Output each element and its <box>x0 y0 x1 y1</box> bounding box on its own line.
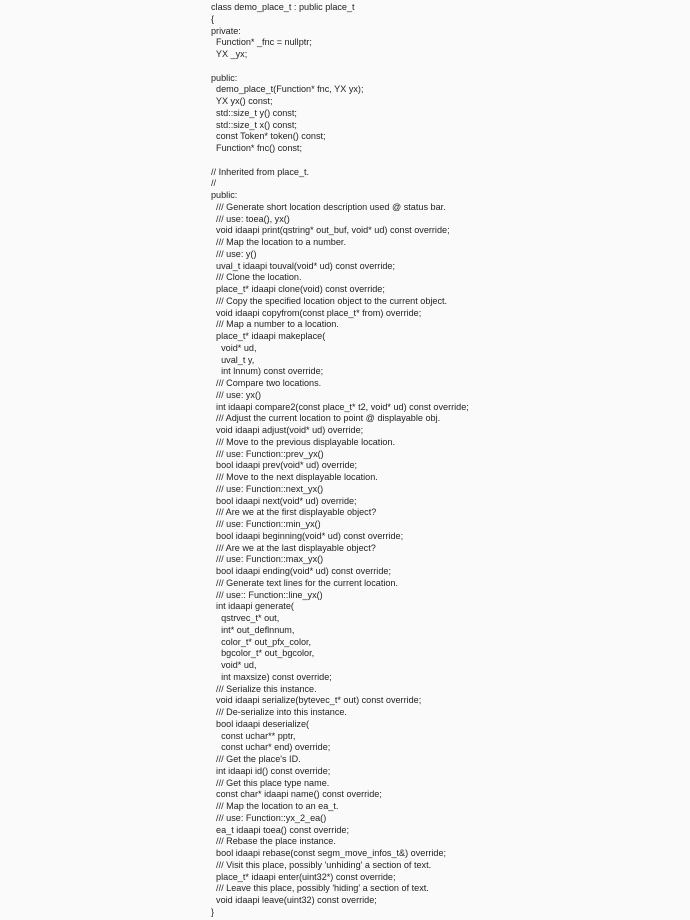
code-line: YX yx() const; <box>211 96 273 106</box>
code-line: /// Rebase the place instance. <box>211 836 336 847</box>
code-line: /// use: y() <box>211 248 257 259</box>
code-line: /// Visit this place, possibly 'unhiding' a section of text. <box>211 859 432 870</box>
code-line: /// use: yx() <box>211 389 262 400</box>
code-line: YX _yx; <box>211 49 248 59</box>
code-line: bool idaapi ending(void* ud) const override; <box>211 566 391 576</box>
code-line: bool idaapi prev(void* ud) override; <box>211 460 358 471</box>
code-line: uval_t idaapi touval(void* ud) const override; <box>211 260 395 271</box>
code-line <box>211 155 681 167</box>
code-line: /// Generate short location description used @ status bar. <box>211 201 446 212</box>
code-line: /// Compare two locations. <box>211 378 322 388</box>
code-line: void* ud, <box>211 342 257 353</box>
code-line: /// Map the location to a number. <box>211 237 346 247</box>
code-line: // Inherited from place_t. <box>211 166 310 177</box>
code-line: void idaapi copyfrom(const place_t* from) override; <box>211 307 422 318</box>
code-line: /// Are we at the last displayable object? <box>211 542 376 553</box>
code-line: bgcolor_t* out_bgcolor, <box>211 648 315 659</box>
code-line: /// use: Function::next_yx() <box>211 483 324 494</box>
code-line: /// Get the place's ID. <box>211 754 301 764</box>
code-line: const char* idaapi name() const override; <box>211 789 382 800</box>
code-line: { <box>211 13 215 24</box>
code-line: /// use: toea(), yx() <box>211 213 290 224</box>
code-line: /// Adjust the current location to point @ displayable obj. <box>211 413 441 424</box>
code-line: void idaapi adjust(void* ud) override; <box>211 425 364 435</box>
code-line: int idaapi compare2(const place_t* t2, void* ud) const override; <box>211 401 469 412</box>
code-line: std::size_t x() const; <box>211 119 297 130</box>
code-line: place_t* idaapi clone(void) const override; <box>211 284 385 294</box>
code-line: /// Clone the location. <box>211 272 302 283</box>
code-line: /// Generate text lines for the current location. <box>211 577 399 588</box>
code-document <box>211 2 681 919</box>
code-line: /// Move to the next displayable location. <box>211 472 378 482</box>
code-line: /// Are we at the first displayable object? <box>211 507 377 518</box>
code-line: /// Leave this place, possibly 'hiding' a section of text. <box>211 883 429 894</box>
code-line: /// use: Function::yx_2_ea() <box>211 812 327 823</box>
code-line: uval_t y, <box>211 354 255 365</box>
code-line: /// use: Function::prev_yx() <box>211 448 324 459</box>
code-line: void idaapi serialize(bytevec_t* out) const override; <box>211 695 422 706</box>
code-line: int idaapi generate( <box>211 601 294 612</box>
code-line: // <box>211 178 217 189</box>
code-line: int lnnum) const override; <box>211 366 324 377</box>
code-line: const uchar** pptr, <box>211 730 296 741</box>
code-line: color_t* out_pfx_color, <box>211 636 312 647</box>
code-line: class demo_place_t : public place_t <box>211 2 355 12</box>
code-line: demo_place_t(Function* fnc, YX yx); <box>211 84 364 95</box>
code-line: const uchar* end) override; <box>211 742 331 753</box>
code-line: /// Map the location to an ea_t. <box>211 801 339 811</box>
code-line: public: <box>211 72 238 83</box>
code-line: /// De-serialize into this instance. <box>211 707 347 717</box>
code-line: Function* _fnc = nullptr; <box>211 37 312 48</box>
code-line <box>211 61 681 73</box>
code-line: /// use:: Function::line_yx() <box>211 589 323 600</box>
code-line: bool idaapi rebase(const segm_move_infos_t&) override; <box>211 848 447 858</box>
code-line: const Token* token() const; <box>211 131 326 142</box>
code-line: void idaapi print(qstring* out_buf, void* ud) const override; <box>211 225 450 236</box>
code-line: bool idaapi next(void* ud) override; <box>211 495 357 506</box>
code-line: /// use: Function::max_yx() <box>211 554 324 565</box>
code-line: int maxsize) const override; <box>211 671 332 682</box>
code-line: ea_t idaapi toea() const override; <box>211 824 350 835</box>
code-line: Function* fnc() const; <box>211 143 302 153</box>
code-line: int idaapi id() const override; <box>211 765 331 776</box>
code-line: /// Get this place type name. <box>211 777 330 788</box>
code-line: public: <box>211 190 238 200</box>
code-line: /// Serialize this instance. <box>211 683 317 694</box>
code-line: } <box>211 906 215 917</box>
code-line: /// use: Function::min_yx() <box>211 519 321 529</box>
code-line: bool idaapi beginning(void* ud) const override; <box>211 530 404 541</box>
code-line: place_t* idaapi makeplace( <box>211 331 326 341</box>
code-line: int* out_deflnnum, <box>211 624 295 635</box>
code-line: /// Map a number to a location. <box>211 319 339 330</box>
code-line: place_t* idaapi enter(uint32*) const override; <box>211 871 396 882</box>
code-line: qstrvec_t* out, <box>211 613 280 623</box>
code-line: private: <box>211 25 241 36</box>
code-line: void* ud, <box>211 660 257 670</box>
code-line: bool idaapi deserialize( <box>211 718 310 729</box>
code-line: /// Copy the specified location object to the current object. <box>211 295 448 306</box>
code-line: std::size_t y() const; <box>211 107 297 118</box>
code-line: /// Move to the previous displayable location. <box>211 436 395 447</box>
code-line: void idaapi leave(uint32) const override; <box>211 895 377 905</box>
